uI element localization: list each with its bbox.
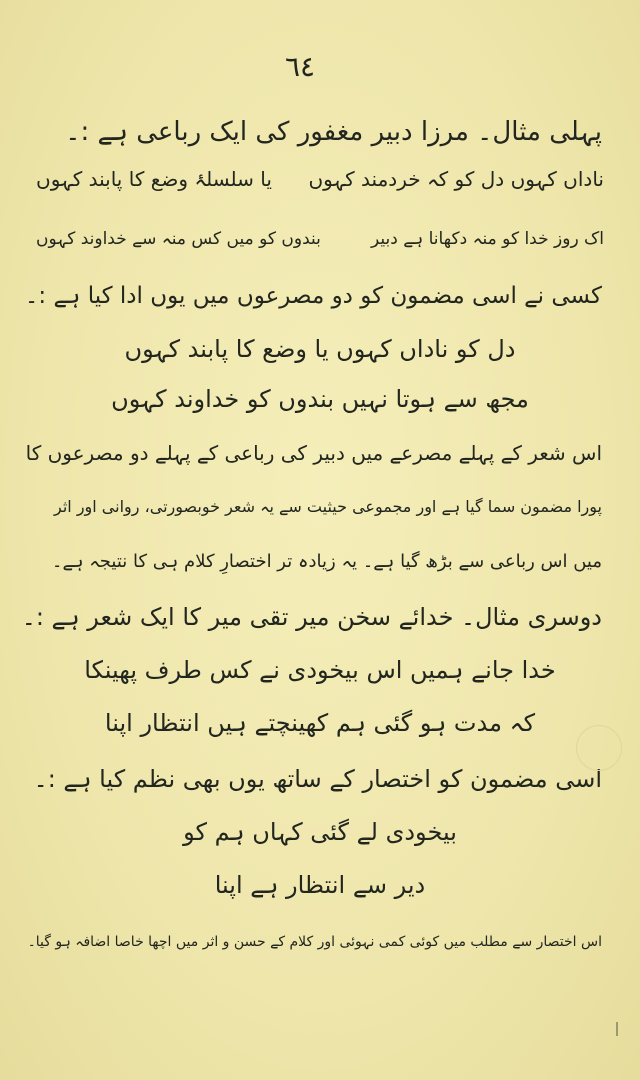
margin-mark — [616, 1022, 618, 1036]
rubai-line-1-second-half: یا سلسلۂ وضع کا پابند کہوں — [36, 167, 272, 191]
short-version-intro: اسی مضمون کو اختصار کے ساتھ یوں بھی نظم کیا ہے :۔ — [33, 765, 602, 793]
conclusion-line: اس اختصار سے مطلب میں کوئی کمی نہوئی اور کلام کے حسن و اثر میں اچھا خاصا اضافہ ہو گیا۔ — [27, 934, 602, 950]
short-couplet-line-1: بیخودی لے گئی کہاں ہم کو — [183, 818, 457, 846]
page-stain — [576, 725, 622, 771]
page-number: ٦٤ — [284, 50, 316, 83]
paragraph-line-1: اس شعر کے پہلے مصرعے میں دبیر کی رباعی کے پہلے دو مصرعوں کا — [25, 441, 602, 465]
rubai-line-2-second-half: بندوں کو میں کس منہ سے خداوند کہوں — [36, 229, 321, 249]
rubai-line-2-first-half: اک روز خدا کو منہ دکھانا ہے دبیر — [371, 229, 604, 249]
paragraph-line-2: پورا مضمون سما گیا ہے اور مجموعی حیثیت سے یہ شعر خوبصورتی، روانی اور اثر — [54, 497, 602, 516]
couplet-1-line-1: دل کو ناداں کہوں یا وضع کا پابند کہوں — [124, 335, 516, 363]
couplet-1-line-2: مجھ سے ہوتا نہیں بندوں کو خداوند کہوں — [111, 385, 529, 413]
mir-couplet-line-2: کہ مدت ہو گئی ہم کھینچتے ہیں انتظار اپنا — [104, 709, 536, 737]
first-example-heading: پہلی مثال۔ مرزا دبیر مغفور کی ایک رباعی ہے :۔ — [65, 117, 602, 147]
rubai-line-1 — [36, 162, 604, 196]
rubai-line-1-first-half: ناداں کہوں دل کو کہ خردمند کہوں — [308, 167, 604, 191]
mir-couplet-line-1: خدا جانے ہمیں اس بیخودی نے کس طرف پھینکا — [84, 656, 556, 684]
paragraph-line-3: میں اس رباعی سے بڑھ گیا ہے۔ یہ زیادہ تر اختصارِ کلام ہی کا نتیجہ ہے۔ — [51, 551, 602, 572]
second-example-heading: دوسری مثال۔ خدائے سخن میر تقی میر کا ایک شعر ہے :۔ — [21, 603, 602, 631]
short-couplet-line-2: دیر سے انتظار ہے اپنا — [214, 871, 426, 899]
intro-sentence: کسی نے اسی مضمون کو دو مصرعوں میں یوں ادا کیا ہے :۔ — [24, 283, 602, 309]
rubai-line-2 — [36, 222, 604, 256]
